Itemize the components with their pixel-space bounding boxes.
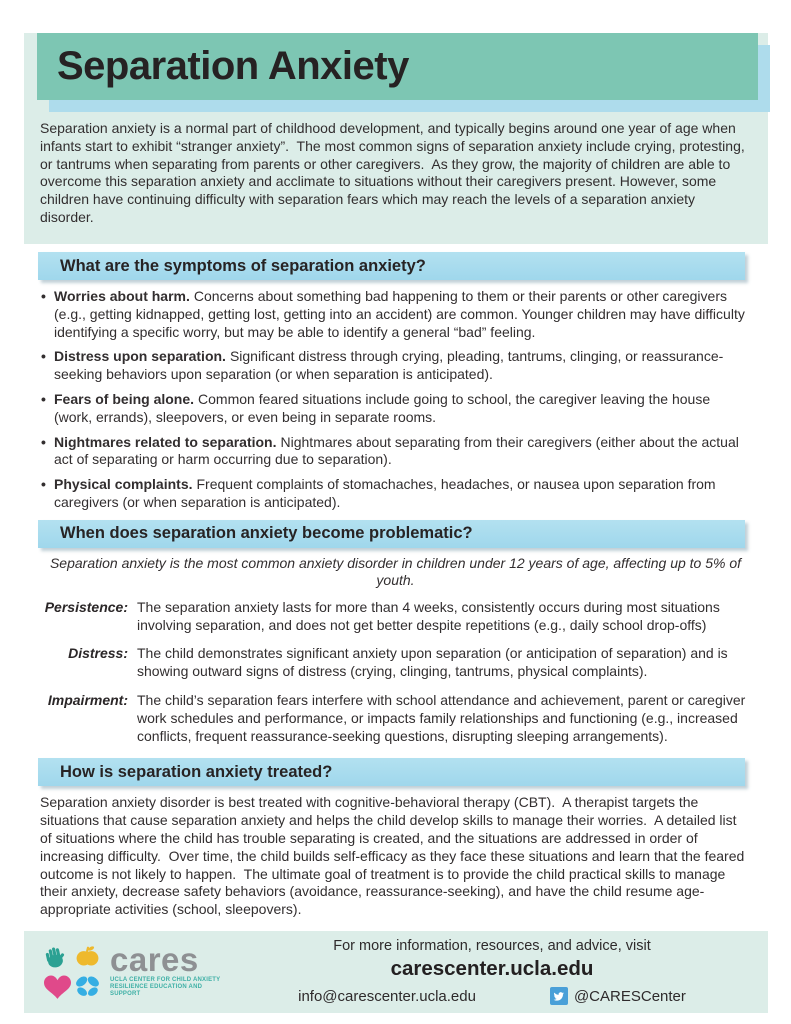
treatment-heading: How is separation anxiety treated? <box>60 762 333 781</box>
section-header-treatment <box>38 758 745 786</box>
apple-icon <box>74 943 101 970</box>
criteria-row-persistence <box>40 599 750 635</box>
bullet-label: Worries about harm. <box>54 288 190 304</box>
bullet-item-nightmares <box>40 434 750 470</box>
page-title: Separation Anxiety <box>57 44 409 88</box>
logo-wordmark: cares <box>110 941 199 979</box>
symptoms-bullet-list <box>40 288 750 512</box>
bullet-item-fears <box>40 391 750 427</box>
section-header-symptoms <box>38 252 745 280</box>
problematic-heading: When does separation anxiety become problematic? <box>60 524 473 543</box>
logo-tagline-line2: RESILIENCE EDUCATION AND SUPPORT <box>110 984 203 998</box>
bullet-label: Nightmares related to separation. <box>54 433 277 450</box>
criteria-term: Impairment: <box>47 691 128 708</box>
title-box <box>37 33 758 100</box>
logo-tagline <box>110 977 222 998</box>
twitter-link[interactable] <box>550 987 686 1005</box>
bullet-item-worries <box>40 288 750 341</box>
footer-contact-row <box>222 987 762 1005</box>
email-link[interactable]: info@carescenter.ucla.edu <box>298 987 476 1005</box>
problematic-intro: Separation anxiety is the most common anxiety disorder in children under 12 years of age, affecting up to 5% of youth. <box>49 554 742 589</box>
twitter-handle: @CARESCenter <box>573 987 686 1005</box>
criteria-term: Persistence: <box>44 598 128 615</box>
criteria-term: Distress: <box>68 645 128 662</box>
footer-contact <box>222 938 768 1005</box>
bullet-text: Nightmares about separating from their caregivers (either about the actual act of separating or harm occurring due to separation). <box>54 433 739 468</box>
butterfly-icon <box>74 973 101 1000</box>
footer-band <box>24 931 768 1013</box>
twitter-icon <box>550 987 568 1005</box>
treatment-paragraph: Separation anxiety disorder is best treated with cognitive-behavioral therapy (CBT). A therapist targets the situations that cause separation anxiety and helps the child develop skills to manage their worries. A detailed list of situations where the child has trouble separating is created, and the situations are addressed in order of increasing difficulty. Over time, the child builds self-efficacy as they face these situations and learn that the feared outcome is not likely to happen. The ultimate goal of treatment is to provide the child practical skills to manage their anxiety, decrease safety behaviors (avoidance, reassurance-seeking), and have the child resume age-appropriate activities (school, sleepovers). <box>40 794 749 918</box>
bullet-item-distress <box>40 348 750 384</box>
heart-icon <box>44 973 71 1000</box>
cares-logo <box>24 943 222 1000</box>
criteria-row-distress <box>40 645 750 681</box>
section-header-problematic <box>38 520 745 548</box>
footer-info-text: For more information, resources, and advice, visit <box>333 938 651 955</box>
bullet-item-physical <box>40 476 750 512</box>
criteria-description: The child’s separation fears interfere with school attendance and achievement, parent or caregiver work schedules and performance, or impacts family relationships and functioning (e.g., increased conflicts, frequent reassurance-seeking questions, disrupting sleeping arrangements). <box>137 691 746 744</box>
logo-tagline-line1: UCLA CENTER FOR CHILD ANXIETY <box>110 977 221 984</box>
bullet-label: Distress upon separation. <box>54 348 226 365</box>
intro-paragraph: Separation anxiety is a normal part of childhood development, and typically begins around one year of age when infants start to exhibit “stranger anxiety”. The most common signs of separation anxiety include crying, protesting, or tantrums when separating from parents or other caregivers. As they grow, the majority of children are able to overcome this separation anxiety and acclimate to situations without their caregivers present. However, some children have continuing difficulty with separation fears which may reach the levels of a separation anxiety disorder. <box>40 120 749 225</box>
logo-shapes <box>44 943 101 1000</box>
bullet-label: Fears of being alone. <box>54 390 195 407</box>
bullet-text: Common feared situations include going to school, the caregiver leaving the house (work, errands), sleepovers, or even being in separate rooms. <box>54 390 711 425</box>
hand-icon <box>44 943 71 970</box>
criteria-description: The child demonstrates significant anxiety upon separation (or anticipation of separation) and is showing outward signs of distress (crying, clinging, tantrums, physical complaints). <box>137 645 728 680</box>
criteria-list <box>40 599 750 746</box>
logo-text <box>110 941 222 998</box>
bullet-text: Significant distress through crying, pleading, tantrums, clinging, or reassurance-seeking behaviors upon separation (or when separation is anticipated). <box>54 348 724 383</box>
bullet-label: Physical complaints. <box>54 476 193 493</box>
website-link[interactable]: carescenter.ucla.edu <box>390 957 594 981</box>
criteria-row-impairment <box>40 692 750 745</box>
criteria-description: The separation anxiety lasts for more than 4 weeks, consistently occurs during most situations involving separation, and does not get better despite repetitions (e.g., daily school drop-offs) <box>137 598 720 633</box>
hero-panel <box>24 33 768 244</box>
bullet-text: Concerns about something bad happening to them or their parents or other caregivers (e.g., getting kidnapped, getting lost, getting into an accident) are common. Younger children may have difficulty identifying a specific worry, but may be able to identify a general “bad” feeling. <box>54 288 745 340</box>
symptoms-heading: What are the symptoms of separation anxiety? <box>60 256 426 275</box>
bullet-text: Frequent complaints of stomachaches, headaches, or nausea upon separation from caregivers (or when separation is anticipated). <box>54 476 716 510</box>
